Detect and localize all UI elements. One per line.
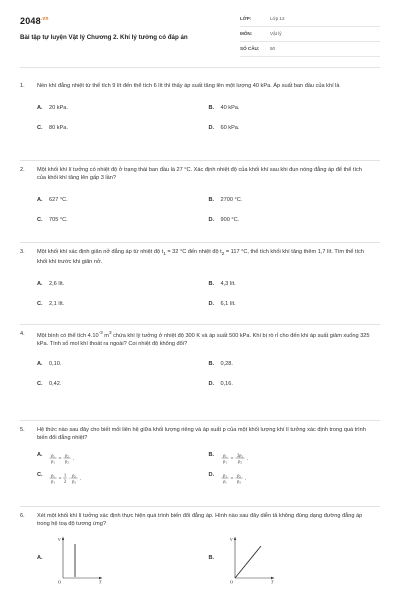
question-6 [20,512,380,584]
question-number: 6. [20,513,25,519]
graph-b [221,534,281,584]
option-letter: B. [208,280,215,287]
question-4 [20,330,380,394]
option-text: 40 kPa. [220,105,240,112]
option-text: 705 °C. [49,217,68,224]
x-axis-label: T [270,579,273,585]
option-a[interactable] [37,280,209,288]
meta-value: 50 [270,45,276,51]
option-letter: A. [37,361,43,368]
text-part: = 117 °C, thể tích khối khí tăng thêm 1,7 lít. Tìm thể tích khối khí trước khi giãn nở. [37,249,364,265]
y-axis-label: V [58,537,61,543]
option-a[interactable] [37,196,209,204]
formula-num-left: p₁ [222,472,227,478]
formula-den-left: p₁ [51,458,55,464]
option-letter: A. [37,280,43,287]
formula-d [221,471,261,485]
option-a[interactable] [37,360,209,368]
option-text: 4,3 lít. [220,280,236,287]
meta-label: MÔN: [240,30,253,36]
document-header [20,0,380,68]
dot-operator: · [68,475,70,481]
y-axis-arrow [62,537,64,541]
period: . [246,456,248,462]
question-5 [20,426,380,488]
option-letter: D. [208,472,215,479]
formula-num-right: 2ρ₂ [236,452,243,458]
period: . [80,476,82,482]
text-part: Một bình có thể tích 4.10 [37,332,99,339]
question-text [37,330,380,348]
option-letter: B. [208,197,215,204]
question-2 [20,166,380,230]
option-text: 80 kPa. [49,125,68,132]
option-d[interactable] [209,216,381,224]
subscript: 2 [221,251,225,257]
text-part: chứa khí lý tưởng ở nhiệt độ 300 K và áp suất 500 kPa. Khí bị rò rỉ cho đến khi áp suất giảm xuống 325 kPa. Tính số mol khí thoát ra ngoài? Coi nhiệt độ không đổi? [37,332,370,347]
formula-num-right: ρ₂ [65,452,69,458]
option-text: 2,1 lít. [49,300,65,307]
graph-a [49,534,109,584]
formula-num-right: ρ₂ [72,472,76,478]
formula-den-right: p₂ [65,458,69,464]
option-d[interactable] [209,124,381,132]
formula-c [49,471,89,485]
option-text: 0,16. [220,381,233,388]
option-d[interactable] [209,300,381,308]
option-letter: D. [208,125,215,132]
meta-value: Vật lý [270,30,282,36]
formula-den-right: p₂ [236,478,241,484]
question-text: Hệ thức nào sau đây cho biết mối liên hệ giữa khối lượng riêng và áp suất p của một khối lượng khí lí tưởng xác định trong quá trình biến đổi đẳng nhiệt? [37,427,366,442]
divider [20,242,380,243]
brand-logo[interactable] [20,15,49,28]
question-number: 5. [20,427,25,433]
option-a[interactable] [37,104,209,112]
option-letter: B. [208,555,215,562]
y-axis-label: V [229,537,232,543]
formula-den-left: ρ₁ [222,478,227,484]
text-part: Một khối khí xác định giãn nở đẳng áp từ nhiệt độ t [37,249,164,255]
subscript: 1 [163,251,166,257]
option-text: 60 kPa. [220,125,240,132]
text-part: m [102,332,109,339]
option-b[interactable] [209,360,381,368]
option-letter: A. [37,105,43,112]
option-letter: D. [208,381,215,388]
option-c[interactable] [37,216,209,224]
option-letter: B. [208,105,215,112]
question-text [37,248,380,266]
page-title: Bài tập tự luyện Vật lý Chương 2. Khí lý tưởng có đáp án [20,34,188,41]
equals-sign: = [230,476,233,482]
option-c[interactable] [37,300,209,308]
x-axis-label: T [99,579,102,585]
y-axis-arrow [233,537,235,541]
question-number: 2. [20,167,25,173]
meta-value: Lớp 12 [270,15,285,21]
option-c[interactable] [37,471,209,485]
formula-num-left: ρ₁ [222,452,227,458]
formula-den-right: p₂ [237,458,242,464]
formula-den-left: p₁ [222,458,227,464]
option-b[interactable] [209,104,381,112]
formula-num-left: ρ₁ [51,472,55,478]
option-letter: C. [37,217,43,224]
period: . [73,456,75,462]
isobar-line [235,546,261,578]
equals-sign: = [230,456,233,462]
period: . [244,476,246,482]
formula-b [221,451,261,465]
option-letter: A. [37,452,43,459]
option-letter: A. [37,197,43,204]
formula-num-right: ρ₂ [236,472,241,478]
divider [20,420,380,421]
formula-den-right: p₂ [72,478,76,484]
option-text: 0,10. [49,361,62,368]
brand-name: 2048 [20,16,41,26]
option-c[interactable] [37,124,209,132]
option-b[interactable] [209,451,381,465]
half-num: 1 [63,472,67,478]
meta-label: SỐ CÂU: [240,45,260,51]
formula-a [49,451,89,465]
option-letter: D. [208,217,215,224]
formula-num-left: ρ₁ [51,452,55,458]
formula-den-left: p₁ [51,478,55,484]
equals-sign: = [58,456,62,462]
origin-label: O [229,579,233,585]
meta-table [240,12,380,57]
equals-sign: = [58,476,62,482]
option-c[interactable] [37,380,209,388]
option-d[interactable] [209,380,381,388]
question-text: Một khối khí lí tưởng có nhiệt độ ở trạng thái ban đầu là 27 °C. Xác định nhiệt độ của khối khí sau khi đun nóng đẳng áp để thể tích của khối khí tăng lên gấp 3 lần? [37,167,362,182]
question-3 [20,248,380,314]
superscript: 3 [108,330,112,335]
question-1 [20,82,380,138]
option-text: 0,28. [220,361,233,368]
option-letter: B. [208,361,215,368]
option-letter: C. [37,381,43,388]
option-letter: A. [37,555,43,562]
option-text: 2700 °C. [220,197,243,204]
option-letter: C. [37,125,43,132]
brand-tld: .vn [40,16,49,22]
text-part: = 32 °C đến nhiệt độ t [165,249,222,255]
meta-row-subject [240,27,380,42]
meta-row-grade [240,12,380,27]
half-den: 2 [63,478,67,484]
question-number: 4. [20,331,25,337]
option-text: 2,6 lít. [49,280,65,287]
option-text: 0,42. [49,381,62,388]
divider [20,160,380,161]
divider [20,324,380,325]
option-d[interactable] [209,471,381,485]
question-text: Nén khí đẳng nhiệt từ thể tích 9 lít đến thể tích 6 lít thì thấy áp suất tăng lên một lượng 40 kPa. Áp suất ban đầu của khí là [37,83,340,89]
option-text: 20 kPa. [49,105,68,112]
option-a[interactable] [37,451,209,465]
option-text: 6,1 lít. [220,300,236,307]
option-a[interactable] [37,534,209,584]
option-text: 627 °C. [49,197,68,204]
origin-label: O [58,579,61,585]
question-number: 1. [20,83,25,89]
option-letter: B. [208,452,215,459]
option-b[interactable] [209,534,381,584]
option-letter: C. [37,300,43,307]
meta-label: LỚP: [240,15,252,21]
option-letter: D. [208,300,215,307]
option-letter: C. [37,472,43,479]
option-b[interactable] [209,196,381,204]
meta-row-count [240,42,380,57]
question-text: Xét một khối khí lí tưởng xác định thực hiện quá trình biến đổi đẳng áp. Hình nào sau đây diễn tả không đúng dạng đường đẳng áp trong hệ toạ độ tương ứng? [37,513,363,528]
option-text: 900 °C. [220,217,240,224]
divider [20,506,380,507]
option-b[interactable] [209,280,381,288]
question-number: 3. [20,249,25,255]
superscript: -3 [98,330,103,335]
